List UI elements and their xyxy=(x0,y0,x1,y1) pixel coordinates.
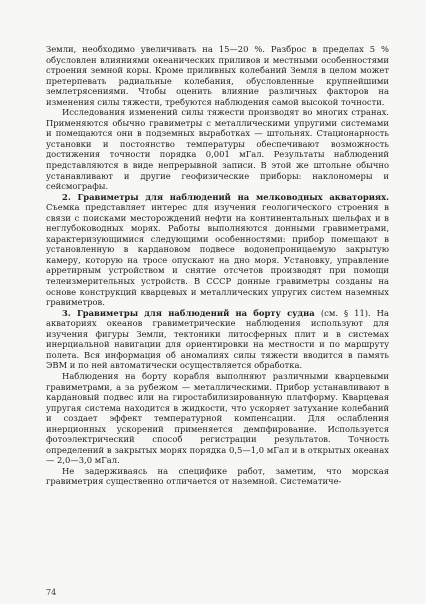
paragraph-2-text: Исследования изменений силы тяжести производят во многих странах. Применяются обычно гравиметры с металлическими упругими системами и помещаются они в подземных выработках — штольнях. Стационарность установки и постоянство температуры обеспечивают возможность достижения точности порядка 0,001 мГал. Результаты наблюдений представляются в виде непрерывной записи. В этой же штольне обычно устанавливают и другие геофизические приборы: наклономеры и сейсмографы. xyxy=(46,107,389,192)
page-number: 74 xyxy=(46,588,57,597)
paragraph-1 xyxy=(46,44,389,107)
paragraph-4 xyxy=(46,308,389,371)
paragraph-5-text: Наблюдения на борту корабля выполняют различными кварцевыми гравиметрами, а за рубежом — металлическими. Прибор устанавливают в кардановый подвес или на гиростабилизированную платформу. Кварцевая упругая система находится в жидкости, что ускоряет затухание колебаний и создает эффект температурной компенсации. Для ослабления инерционных ускорений применяется демпфирование. Используется фотоэлектрический способ регистрации результатов. Точность определений в закрытых морях порядка 0,5—1,0 мГал и в открытых океанах — 2,0—3,0 мГал. xyxy=(46,370,389,466)
paragraph-6-text: Не задерживаясь на специфике работ, заметим, что морская гравиметрия существенно отличается от наземной. Систематиче- xyxy=(46,465,389,487)
paragraph-1-text: Земли, необходимо увеличивать на 15—20 %. Разброс в пределах 5 % обусловлен влияниями океанических приливов и местными особенностями строения земной коры. Кроме приливных колебаний Земля в целом может претерпевать радиальные колебания, обусловленные крупнейшими землетрясениями. Чтобы оценить влияние различных факторов на изменения силы тяжести, требуются наблюдения самой высокой точности. xyxy=(46,44,389,107)
section-3-heading: 3. Гравиметры для наблюдений на борту судна xyxy=(62,307,321,318)
paragraph-3 xyxy=(46,192,389,308)
paragraph-5 xyxy=(46,371,389,466)
paragraph-2 xyxy=(46,107,389,191)
paragraph-4-text: (см. § 11). На акваториях океанов гравиметрические наблюдения используют для изучения фигуры Земли, тектоники литосферных плит и в системах инерциальной навигации для ориентировки на местности и по маршруту полета. Вся информация об аномалиях силы тяжести вводится в память ЭВМ и по ней автоматически осуществляется обработка. xyxy=(46,307,389,371)
section-2-heading: 2. Гравиметры для наблюдений на мелководных акваториях. xyxy=(62,191,389,202)
paragraph-6 xyxy=(46,466,389,487)
paragraph-3-text: Съемка представляет интерес для изучения геологического строения в связи с поисками месторождений нефти на континентальных шельфах и в неглубоководных морях. Работы выполняются донными гравиметрами, характеризующимися следующими особенностями: прибор помещают в установленную в кардановом подвесе водонепроницаемую закрытую камеру, которую на тросе опускают на дно моря. Установку, управление арретирным устройством и снятие отсчетов производят при помощи телеизмерительных устройств. В СССР донные гравиметры созданы на основе конструкций кварцевых и металлических упругих систем наземных гравиметров. xyxy=(46,202,389,308)
